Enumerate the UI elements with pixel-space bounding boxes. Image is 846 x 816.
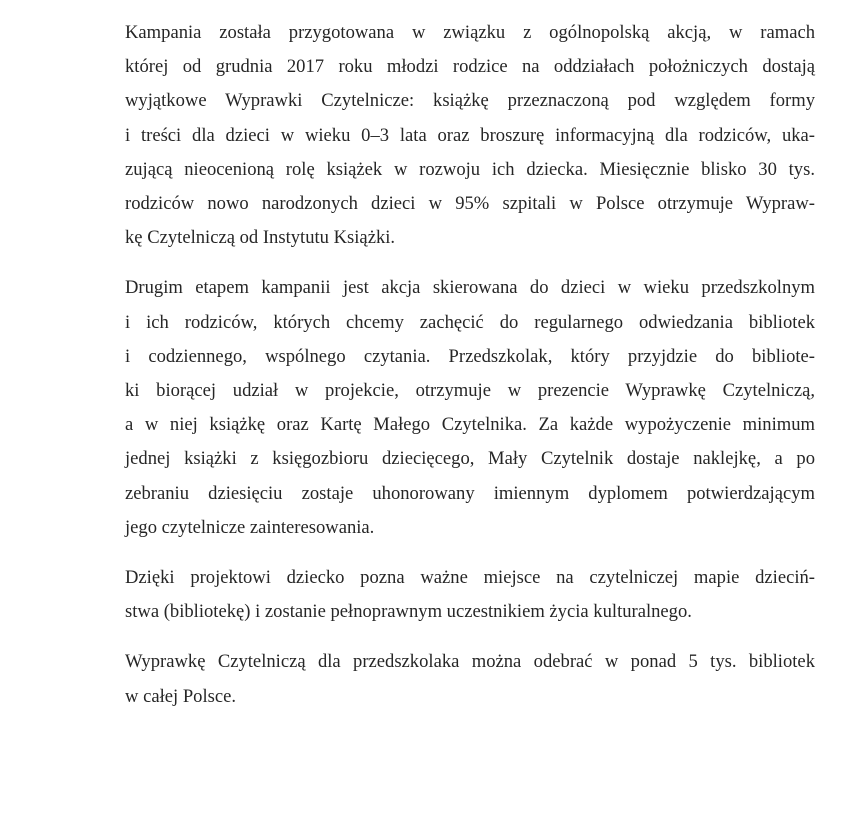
text-line: kę Czytelniczą od Instytutu Książki.	[125, 227, 396, 249]
text-line: stwa (bibliotekę) i zostanie pełnoprawnym uczestnikiem życia kulturalnego.	[125, 601, 692, 623]
text-line: której od grudnia 2017 roku młodzi rodzice na oddziałach położniczych dostają	[125, 56, 815, 78]
paragraph-pickup-info	[125, 645, 815, 713]
text-line: w całej Polsce.	[125, 685, 237, 707]
body-text	[125, 16, 815, 730]
text-line: Drugim etapem kampanii jest akcja skierowana do dzieci w wieku przedszkolnym	[125, 277, 815, 299]
text-line: zującą nieocenioną rolę książek w rozwoju ich dziecka. Miesięcznie blisko 30 tys.	[125, 158, 815, 180]
text-line: zebraniu dziesięciu zostaje uhonorowany imiennym dyplomem potwierdzającym	[125, 482, 815, 504]
paragraph-second-stage	[125, 271, 815, 545]
text-line: rodziców nowo narodzonych dzieci w 95% szpitali w Polsce otrzymuje Wypraw-	[125, 193, 815, 215]
text-line: jednej książki z księgozbioru dziecięcego, Mały Czytelnik dostaje naklejkę, a po	[125, 448, 815, 470]
text-line: ki biorącej udział w projekcie, otrzymuje w prezencie Wyprawkę Czytelniczą,	[125, 380, 815, 402]
text-line: Wyprawkę Czytelniczą dla przedszkolaka można odebrać w ponad 5 tys. bibliotek	[125, 651, 815, 673]
text-line: Kampania została przygotowana w związku z ogólnopolską akcją, w ramach	[125, 22, 815, 43]
text-line: wyjątkowe Wyprawki Czytelnicze: książkę przeznaczoną pod względem formy	[125, 90, 815, 112]
text-line: i codziennego, wspólnego czytania. Przedszkolak, który przyjdzie do bibliote-	[125, 345, 815, 367]
text-line: Dzięki projektowi dziecko pozna ważne miejsce na czytelniczej mapie dzieciń-	[125, 567, 815, 589]
text-line: i treści dla dzieci w wieku 0–3 lata oraz broszurę informacyjną dla rodziców, uka-	[125, 124, 815, 146]
text-line: a w niej książkę oraz Kartę Małego Czytelnika. Za każde wypożyczenie minimum	[125, 414, 815, 436]
text-line: jego czytelnicze zainteresowania.	[125, 516, 375, 538]
paragraph-campaign-intro	[125, 16, 815, 255]
paragraph-project-benefit	[125, 561, 815, 629]
text-line: i ich rodziców, których chcemy zachęcić do regularnego odwiedzania bibliotek	[125, 311, 815, 333]
